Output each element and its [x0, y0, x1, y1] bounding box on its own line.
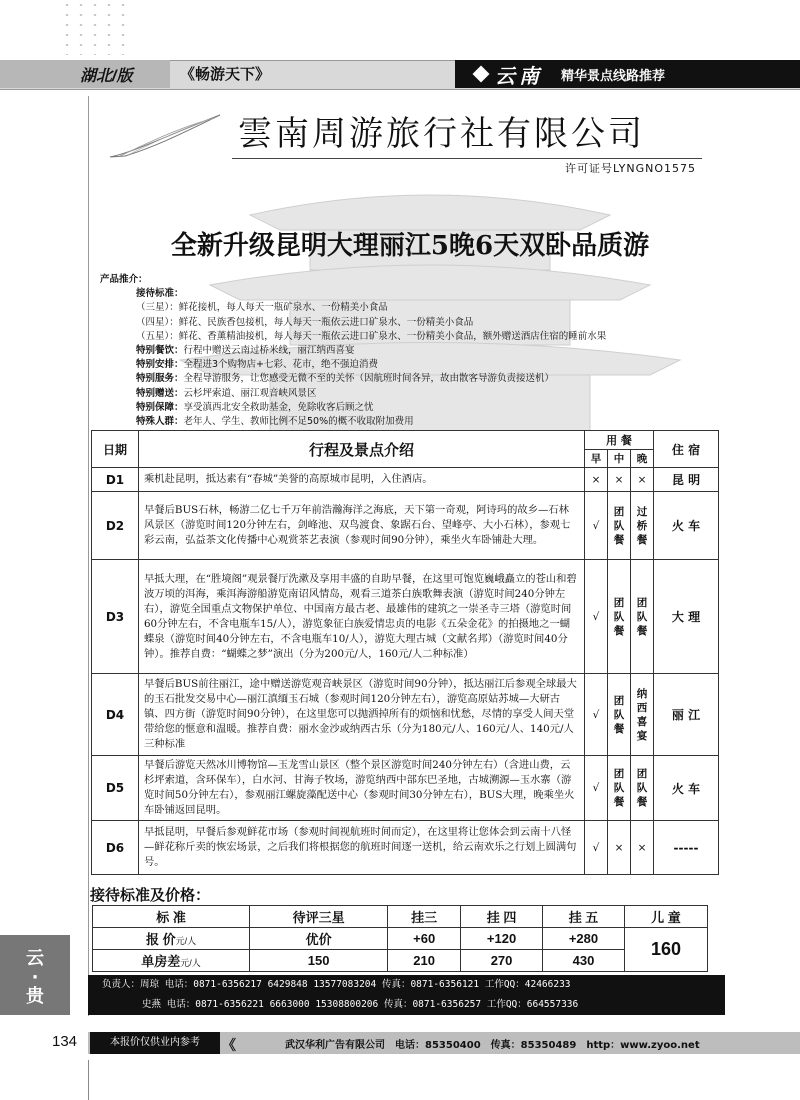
- destination-banner: [455, 60, 800, 88]
- lunch: ×: [608, 468, 631, 492]
- reception-label: 接待标准：: [136, 288, 184, 300]
- table-row: [92, 468, 719, 492]
- lunch: ×: [608, 821, 631, 875]
- special-guarantee: 特别保障：享受滇西北安全救助基金，免除收客后顾之忧: [136, 401, 374, 413]
- day-description: 早抵大理，在“胜境阁”观景餐厅洗漱及享用丰盛的自助早餐，在这里可饱览巍峨矗立的苍山和碧波万顷的洱海，乘洱海游船游览南诏风情岛，观看三道茶白族歌舞表演（游览时间240分钟左右），游览全国重点文物保护单位、中国南方最古老、最雄伟的建筑之一崇圣寺三塔（游览时间60分钟左右，不含电瓶车15/人），游览象征白族爱情忠贞的电影《五朵金花》的拍摄地之一蝴蝶泉（游览时间40分钟左右，不含电瓶车10/人），游览大理古城（文献名邦）（游览时间40分钟）。推荐自费：“蝴蝶之梦”演出（分为200元/人，160元/人二种标准）: [139, 560, 585, 674]
- price-header: 待评三星: [250, 906, 388, 928]
- price-cell: +120: [461, 928, 543, 950]
- price-row-quote: [93, 928, 708, 950]
- price-header: 儿 童: [624, 906, 707, 928]
- divider: [232, 158, 702, 159]
- contact-line: 史燕 电话：0871-6356221 6663000 15308800206 传真：0871-6356257 工作QQ：664557336: [142, 999, 579, 1010]
- breakfast: √: [585, 756, 608, 821]
- day-label: D3: [92, 560, 139, 674]
- contact-line: 负责人：周琼 电话：0871-6356217 6429848 13577083204 传真：0871-6356121 工作QQ：42466233: [102, 979, 571, 990]
- destination-subtitle: 精华景点线路推荐: [561, 68, 666, 84]
- header-day: 日期: [92, 431, 139, 468]
- lunch: 团队餐: [608, 560, 631, 674]
- header-dinner: 晚: [631, 450, 654, 468]
- price-header: 挂三: [388, 906, 461, 928]
- footer-info: 武汉华利广告有限公司 电话：85350400 传真：85350489 http：www.zyoo.net: [285, 1040, 700, 1051]
- price-header-row: [93, 906, 708, 928]
- day-description: 早餐后BUS石林，畅游二亿七千万年前浩瀚海洋之海底，天下第一奇观，阿诗玛的故乡—石林风景区（游览时间120分钟左右，剑峰池、双鸟渡食、象踞石台、望峰亭、大小石林），参观七彩云南，弘益茶文化传播中心观赏茶艺表演（参观时间90分钟），乘坐火车卧铺赴大理。: [139, 492, 585, 560]
- stay: 丽 江: [654, 674, 719, 756]
- chevron-left-icon: 《: [222, 1038, 236, 1054]
- price-cell: 优价: [250, 928, 388, 950]
- price-cell: 430: [543, 950, 625, 972]
- header-lunch: 中: [608, 450, 631, 468]
- divider: [88, 1060, 89, 1100]
- company-name: 雲南周游旅行社有限公司: [238, 114, 645, 154]
- diamond-icon: [473, 66, 490, 83]
- lunch: 团队餐: [608, 674, 631, 756]
- table-row: [92, 492, 719, 560]
- dinner: ×: [631, 821, 654, 875]
- decorative-dots: [60, 0, 130, 55]
- dinner: 团队餐: [631, 560, 654, 674]
- dinner: 团队餐: [631, 756, 654, 821]
- stay: 昆 明: [654, 468, 719, 492]
- lunch: 团队餐: [608, 756, 631, 821]
- special-meal: 特别餐饮：行程中赠送云南过桥米线，丽江纳西喜宴: [136, 345, 355, 357]
- header-meal: 用 餐: [585, 431, 654, 450]
- headline: 全新升级昆明大理丽江5晚6天双卧品质游: [170, 231, 650, 261]
- price-header: 挂 五: [543, 906, 625, 928]
- lunch: 团队餐: [608, 492, 631, 560]
- price-section-title: 接待标准及价格：: [90, 886, 211, 904]
- day-label: D4: [92, 674, 139, 756]
- reception-3star: （三星）：鲜花接机，每人每天一瓶矿泉水、一份精美小食品: [136, 302, 388, 314]
- dinner: ×: [631, 468, 654, 492]
- breakfast: √: [585, 674, 608, 756]
- reception-4star: （四星）：鲜花、民族香包接机，每人每天一瓶依云进口矿泉水、一份精美小食品: [136, 316, 474, 328]
- price-header: 挂 四: [461, 906, 543, 928]
- price-table: [92, 905, 708, 972]
- reception-5star: （五星）：鲜花、香薰精油接机，每人每天一瓶依云进口矿泉水、一份精美小食品，额外赠送酒店住宿的睡前水果: [136, 330, 607, 342]
- header-breakfast: 早: [585, 450, 608, 468]
- region-tag: 湖北/版: [0, 60, 170, 88]
- price-row-label: 报 价元/人: [93, 928, 250, 950]
- price-cell: 210: [388, 950, 461, 972]
- day-label: D2: [92, 492, 139, 560]
- side-tab: [0, 935, 70, 1015]
- price-cell: +60: [388, 928, 461, 950]
- day-description: 乘机赴昆明，抵达素有“春城”美誉的高原城市昆明，入住酒店。: [139, 468, 585, 492]
- special-service: 特别服务：全程导游服务，让您感受无微不至的关怀（因航班时间各异，故由散客导游负责接送机）: [136, 373, 555, 385]
- destination-name: 云南: [495, 63, 543, 88]
- table-row: [92, 756, 719, 821]
- day-description: 早餐后BUS前往丽江，途中赠送游览观音峡景区（游览时间90分钟），抵达丽江后参观全球最大的玉石批发交易中心—丽江滇缅玉石城（参观时间120分钟左右），游览高原姑苏城—大研古镇、四方街（游览时间90分钟），在这里您可以抛洒掉所有的烦恼和忧愁，尽情的享受人间天堂带给您的惬意和温暖。推荐自费：丽水金沙或纳西古乐（分为180元/人、160元/人、140元/人三种标准: [139, 674, 585, 756]
- magazine-title: 《畅游天下》: [180, 65, 271, 83]
- price-row-single: [93, 950, 708, 972]
- stay: 火 车: [654, 492, 719, 560]
- price-cell: +280: [543, 928, 625, 950]
- day-label: D1: [92, 468, 139, 492]
- side-tab-char: ·: [31, 967, 39, 988]
- intro-title: 产品推介：: [100, 274, 148, 285]
- header-stay: 住 宿: [654, 431, 719, 468]
- special-groups: 特殊人群：老年人、学生、教师比例不足50%的概不收取附加费用: [136, 416, 414, 428]
- breakfast: √: [585, 560, 608, 674]
- child-price: 160: [624, 928, 707, 972]
- dinner: 纳西喜宴: [631, 674, 654, 756]
- stay: 大 理: [654, 560, 719, 674]
- contact-bar: [88, 975, 725, 1015]
- table-header-row: [92, 431, 719, 450]
- breakfast: ×: [585, 468, 608, 492]
- footer-note: 本报价仅供业内参考: [90, 1032, 220, 1054]
- price-header: 标 准: [93, 906, 250, 928]
- itinerary-table: [91, 430, 719, 875]
- price-cell: 150: [250, 950, 388, 972]
- special-gift: 特别赠送：云杉坪索道、丽江观音峡风景区: [136, 387, 317, 399]
- stay: -----: [654, 821, 719, 875]
- product-intro: [100, 273, 606, 429]
- feather-logo-icon: [105, 112, 225, 162]
- stay: 火 车: [654, 756, 719, 821]
- day-label: D5: [92, 756, 139, 821]
- side-tab-char: 云: [26, 948, 44, 969]
- special-arrangement: 特别安排：全程进3个购物店+七彩、花市，绝不强迫消费: [136, 359, 379, 371]
- day-description: 早餐后游览天然冰川博物馆—玉龙雪山景区（整个景区游览时间240分钟左右）（含进山费，云杉坪索道，含环保车），白水河、甘海子牧场，游览纳西中部东巴圣地，古城溯源—玉水寨（游览时间50分钟左右），参观丽江螺旋藻配送中心（参观时间30分钟左右），BUS大理，晚乘坐火车卧铺返回昆明。: [139, 756, 585, 821]
- license-number: 许可证号LYNGNO1575: [565, 162, 697, 175]
- header-desc: 行程及景点介绍: [139, 431, 585, 468]
- table-row: [92, 674, 719, 756]
- side-tab-char: 贵: [26, 986, 44, 1007]
- table-row: [92, 560, 719, 674]
- price-row-label: 单房差元/人: [93, 950, 250, 972]
- breakfast: √: [585, 821, 608, 875]
- table-row: [92, 821, 719, 875]
- breakfast: √: [585, 492, 608, 560]
- day-label: D6: [92, 821, 139, 875]
- day-description: 早抵昆明，早餐后参观鲜花市场（参观时间视航班时间而定），在这里将让您体会到云南十八怪—鲜花称斤卖的恢宏场景，之后我们将根据您的航班时间逐一送机，给云南欢乐之行划上圆满句号。: [139, 821, 585, 875]
- price-cell: 270: [461, 950, 543, 972]
- page-number: 134: [52, 1033, 78, 1050]
- dinner: 过桥餐: [631, 492, 654, 560]
